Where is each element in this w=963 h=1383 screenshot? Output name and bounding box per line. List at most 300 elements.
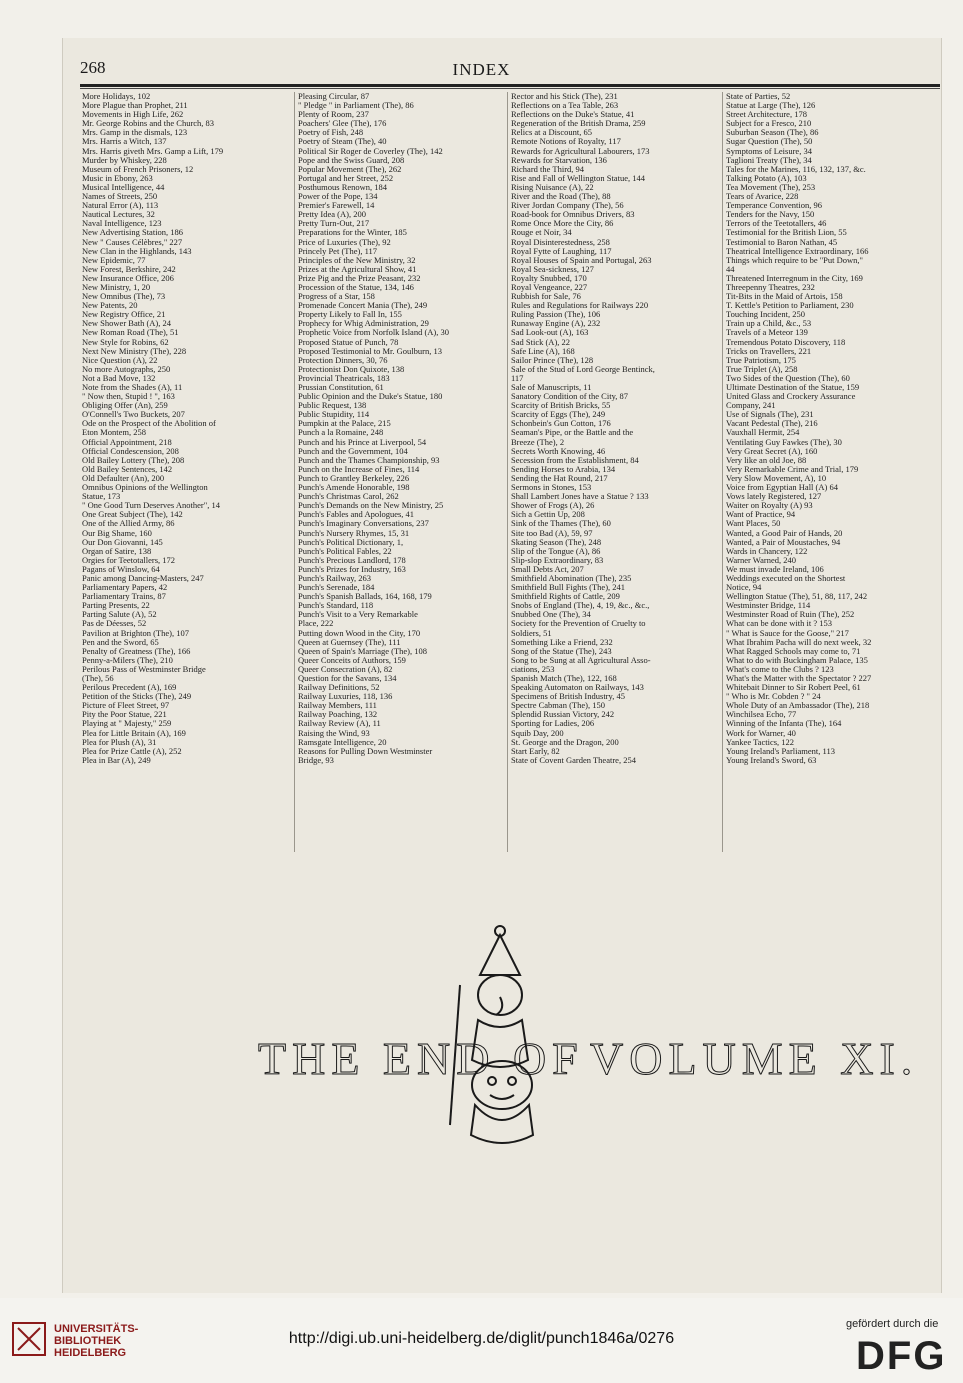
index-column-2: [298, 92, 510, 765]
index-entry: Pumpkin at the Palace, 215: [298, 419, 391, 429]
index-entry: 117: [511, 373, 524, 383]
index-entry: Talking Potato (A), 103: [726, 173, 807, 183]
index-entry: Yankee Tactics, 122: [726, 737, 795, 747]
index-entry: Raising the Wind, 93: [298, 728, 370, 738]
institution-line: HEIDELBERG: [54, 1347, 127, 1359]
index-entry: Preparations for the Winter, 185: [298, 228, 407, 238]
index-entry: Remote Notions of Royalty, 117: [511, 137, 621, 147]
index-entry: Punch's Standard, 118: [298, 601, 374, 611]
index-entry: Queen of Spain's Marriage (The), 108: [298, 646, 427, 656]
index-entry: Punch's Prizes for Industry, 163: [298, 564, 406, 574]
index-entry: New Registry Office, 21: [82, 310, 166, 320]
index-entry: New Insurance Office, 206: [82, 273, 174, 283]
index-entry: Pavilion at Brighton (The), 107: [82, 628, 189, 638]
index-entry: Power of the Pope, 134: [298, 192, 378, 202]
index-entry: Royal Disinterestedness, 258: [511, 237, 610, 247]
index-entry: Punch and the Thames Championship, 93: [298, 455, 440, 465]
index-entry: Provincial Theatricals, 183: [298, 373, 390, 383]
index-entry: Rise and Fall of Wellington Statue, 144: [511, 173, 645, 183]
page-number: 268: [80, 58, 106, 77]
index-entry: Punch's Political Dictionary, 1,: [298, 537, 404, 547]
index-entry: Public Opinion and the Duke's Statue, 180: [298, 392, 443, 402]
index-entry: Queen at Guernsey (The), 111: [298, 637, 401, 647]
index-entry: No more Autographs, 250: [82, 364, 171, 374]
index-entry: Parliamentary Papers, 42: [82, 583, 168, 593]
index-entry: Next New Ministry (The), 228: [82, 346, 187, 356]
index-entry: Public Stupidity, 114: [298, 410, 370, 420]
index-entry: Testimonial for the British Lion, 55: [726, 228, 847, 238]
index-entry: Punch's Railway, 263: [298, 573, 371, 583]
index-entry: Pas de Déesses, 52: [82, 619, 147, 629]
index-entry: (The), 56: [82, 674, 114, 683]
index-entry: Scarcity of Eggs (The), 249: [511, 410, 606, 420]
index-entry: Princely Pet (The), 117: [298, 246, 377, 256]
index-entry: Wards in Chancery, 122: [726, 546, 808, 556]
index-entry: Vows lately Registered, 127: [726, 492, 822, 502]
index-entry: Warner Warned, 240: [726, 555, 796, 565]
index-entry: Subject for a Fresco, 210: [726, 119, 812, 129]
index-entry: Obliging Offer (An), 259: [82, 401, 168, 411]
index-entry: Sermons in Stones, 153: [511, 483, 592, 493]
index-entry: Sanatory Condition of the City, 87: [511, 392, 629, 402]
index-entry: Music in Ebony, 263: [82, 173, 153, 183]
index-entry: Taglioni Treaty (The), 34: [726, 155, 812, 165]
index-entry: Railway Members, 111: [298, 701, 377, 711]
index-entry: Pagans of Winslow, 64: [82, 564, 160, 574]
index-entry: Queer Consecration (A), 82: [298, 664, 393, 674]
index-entry: Rouge et Noir, 34: [511, 228, 572, 238]
index-entry: Pity the Poor Statue, 221: [82, 710, 167, 720]
index-entry: Punch's Amende Honorable, 198: [298, 483, 410, 493]
index-entry: Procession of the Statue, 134, 146: [298, 282, 414, 292]
index-entry: Poetry of Steam (The), 40: [298, 137, 387, 147]
index-entry: State of Covent Garden Theatre, 254: [511, 755, 636, 765]
index-entry: Train up a Child, &c., 53: [726, 319, 812, 329]
index-entry: Sending the Hat Round, 217: [511, 473, 608, 483]
index-entry: Whole Duty of an Ambassador (The), 218: [726, 701, 870, 711]
index-entry: Winchilsea Echo, 77: [726, 710, 797, 720]
index-entry: New " Causes Célèbres," 227: [82, 237, 183, 247]
index-entry: What Ragged Schools may come to, 71: [726, 646, 861, 656]
index-entry: " One Good Turn Deserves Another", 14: [82, 501, 220, 511]
index-entry: Safe Line (A), 168: [511, 346, 575, 356]
index-entry: Railway Luxuries, 118, 136: [298, 692, 393, 702]
index-entry: Two Sides of the Question (The), 60: [726, 373, 850, 383]
index-entry: Very Great Secret (A), 160: [726, 446, 818, 456]
index-entry: New Advertising Station, 186: [82, 228, 184, 238]
index-entry: Sugar Question (The), 50: [726, 137, 813, 147]
index-entry: Breeze (The), 2: [511, 437, 565, 447]
index-entry: Panic among Dancing-Masters, 247: [82, 573, 204, 583]
index-entry: Company, 241: [726, 401, 776, 411]
index-entry: Sale of Manuscripts, 11: [511, 383, 592, 392]
index-entry: Young Ireland's Parliament, 113: [726, 746, 835, 756]
index-entry: Threepenny Theatres, 232: [726, 282, 815, 292]
index-entry: Plea for Prize Cattle (A), 252: [82, 746, 182, 756]
index-entry: Protection Dinners, 30, 76: [298, 355, 388, 365]
index-entry: Punch on the Increase of Fines, 114: [298, 464, 420, 474]
heading-rule-thin: [80, 88, 940, 89]
index-entry: " Now then, Stupid ! ", 163: [82, 392, 175, 402]
index-entry: Winning of the Infanta (The), 164: [726, 719, 842, 729]
index-column-4: [726, 92, 938, 765]
index-entry: Posthumous Renown, 184: [298, 182, 388, 192]
index-entry: Museum of French Prisoners, 12: [82, 164, 194, 174]
index-entry: Rising Nuisance (A), 22: [511, 182, 594, 192]
index-entry: " Pledge " in Parliament (The), 86: [298, 101, 414, 111]
index-entry: Question for the Savans, 134: [298, 674, 397, 683]
index-entry: Sailor Prince (The), 128: [511, 355, 594, 365]
index-entry: Westminster Bridge, 114: [726, 601, 811, 611]
index-entry: Mr. George Robins and the Church, 83: [82, 119, 215, 129]
index-entry: Royal Fytte of Laughing, 117: [511, 246, 612, 256]
index-entry: Waiter on Royalty (A) 93: [726, 501, 813, 511]
funded-by-label: gefördert durch die: [846, 1318, 939, 1330]
index-entry: Very Remarkable Crime and Trial, 179: [726, 464, 859, 474]
index-entry: Royal Vengeance, 227: [511, 282, 588, 292]
index-entry: What to do with Buckingham Palace, 135: [726, 655, 868, 665]
index-entry: Proposed Testimonial to Mr. Goulburn, 13: [298, 346, 442, 356]
index-entry: River Jordan Company (The), 56: [511, 201, 624, 211]
index-entry: New Roman Road (The), 51: [82, 328, 179, 338]
index-entry: Street Architecture, 178: [726, 110, 807, 120]
index-entry: Symptoms of Leisure, 34: [726, 146, 812, 156]
index-entry: Testimonial to Baron Nathan, 45: [726, 237, 838, 247]
index-entry: Reflections on a Tea Table, 263: [511, 101, 619, 111]
index-entry: Promenade Concert Mania (The), 249: [298, 301, 428, 311]
index-entry: New Patents, 20: [82, 301, 138, 311]
index-entry: Sale of the Stud of Lord George Bentinck,: [511, 364, 655, 374]
index-entry: ciations, 253: [511, 664, 555, 674]
index-entry: Playing at " Majesty," 259: [82, 719, 172, 729]
index-entry: Punch's Spanish Ballads, 164, 168, 179: [298, 592, 432, 602]
index-entry: Official Condescension, 208: [82, 446, 179, 456]
index-entry: Eton Montem, 258: [82, 428, 146, 438]
index-entry: Young Ireland's Sword, 63: [726, 755, 817, 765]
index-entry: Nice Question (A), 22: [82, 355, 158, 365]
index-entry: 44: [726, 264, 735, 274]
index-entry: Tit-Bits in the Maid of Artois, 158: [726, 292, 843, 302]
index-entry: Prussian Constitution, 61: [298, 383, 384, 392]
index-entry: Start Early, 82: [511, 746, 560, 756]
index-entry: Royalty Snubbed, 170: [511, 273, 587, 283]
index-entry: Plea in Bar (A), 249: [82, 755, 151, 765]
index-entry: Secession from the Establishment, 84: [511, 455, 639, 465]
index-entry: Rome Once More the City, 86: [511, 219, 614, 229]
index-entry: Statue at Large (The), 126: [726, 101, 816, 111]
index-entry: Smithfield Abomination (The), 235: [511, 573, 632, 583]
index-entry: River and the Road (The), 88: [511, 192, 611, 202]
index-entry: Touching Incident, 250: [726, 310, 805, 320]
index-entry: Not a Bad Move, 132: [82, 373, 156, 383]
end-of-volume-text-right: VOLUME XI.: [590, 1033, 919, 1084]
index-entry: Plenty of Room, 237: [298, 110, 369, 120]
index-entry: Parting Presents, 22: [82, 601, 150, 611]
index-entry: " Who is Mr. Cobden ? " 24: [726, 692, 821, 702]
index-entry: Picture of Fleet Street, 97: [82, 701, 170, 711]
index-entry: Splendid Russian Victory, 242: [511, 710, 615, 720]
index-entry: Sad Look-out (A), 163: [511, 328, 589, 338]
index-entry: Road-book for Omnibus Drivers, 83: [511, 210, 635, 220]
index-entry: Rewards for Starvation, 136: [511, 155, 607, 165]
index-entry: Rules and Regulations for Railways 220: [511, 301, 649, 311]
column-divider: [507, 92, 508, 852]
index-entry: Political Sir Roger de Coverley (The), 142: [298, 146, 443, 156]
index-entry: Natural Error (A), 113: [82, 201, 159, 211]
index-entry: Perilous Pass of Westminster Bridge: [82, 664, 206, 674]
index-entry: Nautical Lectures, 32: [82, 210, 155, 220]
index-entry: Tales for the Marines, 116, 132, 137, &c.: [726, 164, 866, 174]
index-entry: Prophetic Voice from Norfolk Island (A), 30: [298, 328, 450, 338]
index-entry: Slip-slop Extraordinary, 83: [511, 555, 604, 565]
index-entry: Punch and his Prince at Liverpool, 54: [298, 437, 427, 447]
index-entry: Petition of the Sticks (The), 249: [82, 692, 192, 702]
index-entry: Shower of Frogs (A), 26: [511, 501, 595, 511]
index-entry: Schonbein's Gun Cotton, 176: [511, 419, 611, 429]
index-entry: Wellington Statue (The), 51, 88, 117, 242: [726, 592, 868, 602]
index-entry: Song to be Sung at all Agricultural Asso-: [511, 655, 651, 665]
index-entry: " What is Sauce for the Goose," 217: [726, 628, 849, 638]
index-entry: Reflections on the Duke's Statue, 41: [511, 110, 635, 120]
index-entry: Mrs. Gamp in the dismals, 123: [82, 128, 188, 138]
index-entry: Poachers' Glee (The), 176: [298, 119, 387, 129]
index-entry: Tenders for the Navy, 150: [726, 210, 815, 220]
index-entry: Punch's Serenade, 184: [298, 583, 375, 593]
institution-line: UNIVERSITÄTS-: [54, 1323, 139, 1335]
index-entry: Sink of the Thames (The), 60: [511, 519, 611, 529]
index-entry: Ruling Passion (The), 106: [511, 310, 601, 320]
page-heading: INDEX: [452, 60, 511, 79]
index-entry: Use of Signals (The), 231: [726, 410, 814, 420]
index-entry: Royal Sea-sickness, 127: [511, 264, 594, 274]
index-entry: Richard the Third, 94: [511, 164, 585, 174]
index-entry: Punch's Precious Landlord, 178: [298, 555, 406, 565]
index-entry: Sich a Gettin Up, 208: [511, 510, 585, 520]
index-entry: Smithfield Bull Fights (The), 241: [511, 583, 626, 593]
index-entry: Notice, 94: [726, 583, 762, 593]
index-entry: Reasons for Pulling Down Westminster: [298, 746, 433, 756]
index-entry: Official Appointment, 218: [82, 437, 172, 447]
index-entry: What's the Matter with the Spectator ? 227: [726, 674, 872, 683]
index-entry: Place, 222: [298, 619, 334, 629]
source-url-link[interactable]: http://digi.ub.uni-heidelberg.de/diglit/punch1846a/0276: [288, 1330, 675, 1347]
index-entry: Sad Stick (A), 22: [511, 337, 571, 347]
index-entry: Property Likely to Fall In, 155: [298, 310, 402, 320]
index-entry: Westminster Road of Ruin (The), 252: [726, 610, 855, 620]
index-entry: Punch and the Government, 104: [298, 446, 408, 456]
index-entry: Note from the Shades (A), 11: [82, 383, 183, 392]
index-entry: Bridge, 93: [298, 755, 334, 765]
index-entry: Tremendous Potato Discovery, 118: [726, 337, 846, 347]
index-entry: Names of Streets, 250: [82, 192, 158, 202]
index-entry: Pretty Idea (A), 200: [298, 210, 366, 220]
index-entry: Song of the Statue (The), 243: [511, 646, 612, 656]
index-entry: Naval Intelligence, 123: [82, 219, 162, 229]
index-entry: Threatened Interregnum in the City, 169: [726, 273, 863, 283]
index-entry: Protectionist Don Quixote, 138: [298, 364, 405, 374]
index-entry: Penalty of Greatness (The), 166: [82, 646, 191, 656]
index-entry: New Epidemic, 77: [82, 255, 146, 265]
index-entry: Ode on the Prospect of the Abolition of: [82, 419, 216, 429]
index-entry: Rubbish for Sale, 76: [511, 292, 581, 302]
column-divider: [722, 92, 723, 852]
heading-rule: [80, 84, 940, 87]
index-entry: Organ of Satire, 138: [82, 546, 152, 556]
index-entry: Our Don Giovanni, 145: [82, 537, 163, 547]
index-entry: T. Kettle's Petition to Parliament, 230: [726, 301, 854, 311]
dfg-logo: DFG: [856, 1334, 947, 1378]
index-entry: Rewards for Agricultural Labourers, 173: [511, 146, 650, 156]
index-entry: Weddings executed on the Shortest: [726, 573, 846, 583]
index-entry: More Holidays, 102: [82, 92, 151, 101]
index-entry: What can be done with it ? 153: [726, 619, 832, 629]
index-entry: Things which require to be "Put Down,": [726, 255, 864, 265]
index-entry: Punch's Imaginary Conversations, 237: [298, 519, 429, 529]
index-entry: Mrs. Harris a Witch, 137: [82, 137, 167, 147]
index-entry: Proposed Statue of Punch, 78: [298, 337, 399, 347]
column-divider: [294, 92, 295, 852]
index-entry: Ultimate Destination of the Statue, 159: [726, 383, 860, 392]
index-entry: Suburban Season (The), 86: [726, 128, 819, 138]
index-entry: Prophecy for Whig Administration, 29: [298, 319, 429, 329]
index-entry: Temperance Convention, 96: [726, 201, 822, 211]
index-entry: Prize Pig and the Prize Peasant, 232: [298, 273, 421, 283]
index-entry: Orgies for Teetotallers, 172: [82, 555, 176, 565]
index-entry: Scarcity of British Bricks, 55: [511, 401, 611, 411]
index-entry: Railway Review (A), 11: [298, 719, 381, 729]
index-entry: We must invade Ireland, 106: [726, 564, 824, 574]
index-entry: Relics at a Discount, 65: [511, 128, 592, 138]
index-entry: Musical Intelligence, 44: [82, 182, 165, 192]
index-entry: Very like an old Joe, 88: [726, 455, 807, 465]
index-entry: Punch's Fables and Apologues, 41: [298, 510, 415, 520]
index-entry: Old Defaulter (An), 200: [82, 473, 165, 483]
index-entry: Regeneration of the British Drama, 259: [511, 119, 646, 129]
index-entry: Old Bailey Lottery (The), 208: [82, 455, 185, 465]
index-entry: Seaman's Pipe, or the Battle and the: [511, 428, 634, 438]
index-entry: Site too Bad (A), 59, 97: [511, 528, 593, 538]
index-entry: Work for Warner, 40: [726, 728, 796, 738]
index-entry: Soldiers, 51: [511, 628, 552, 638]
index-entry: Mrs. Harris giveth Mrs. Gamp a Lift, 179: [82, 146, 224, 156]
index-entry: Wanted, a Good Pair of Hands, 20: [726, 528, 843, 538]
index-entry: Royal Houses of Spain and Portugal, 263: [511, 255, 652, 265]
index-entry: Popular Movement (The), 262: [298, 164, 402, 174]
index-entry: Tricks on Travellers, 221: [726, 346, 812, 356]
index-entry: State of Parties, 52: [726, 92, 791, 101]
index-entry: Old Bailey Sentences, 142: [82, 464, 173, 474]
index-entry: Poetry of Fish, 248: [298, 128, 364, 138]
index-entry: Movements in High Life, 262: [82, 110, 184, 120]
index-entry: Shall Lambert Jones have a Statue ? 133: [511, 492, 649, 502]
index-entry: Whitebait Dinner to Sir Robert Peel, 61: [726, 683, 861, 693]
index-entry: Terrors of the Teetotallers, 46: [726, 219, 827, 229]
index-entry: Sending Horses to Arabia, 134: [511, 464, 616, 474]
index-entry: Snobs of England (The), 4, 19, &c., &c.,: [511, 601, 650, 611]
index-entry: Smithfield Rights of Cattle, 209: [511, 592, 620, 602]
index-entry: Pretty Turn-Out, 217: [298, 219, 370, 229]
index-entry: Plea for Plush (A), 31: [82, 737, 157, 747]
index-entry: United Glass and Crockery Assurance: [726, 392, 856, 402]
index-entry: Parliamentary Trains, 87: [82, 592, 166, 602]
index-entry: Vauxhall Hermit, 254: [726, 428, 800, 438]
index-entry: Rector and his Stick (The), 231: [511, 92, 618, 101]
index-entry: Snubbed One (The), 34: [511, 610, 591, 620]
index-entry: Progress of a Star, 158: [298, 292, 375, 302]
index-entry: Punch's Visit to a Very Remarkable: [298, 610, 418, 620]
index-entry: Murder by Whiskey, 228: [82, 155, 167, 165]
index-entry: Punch's Demands on the New Ministry, 25: [298, 501, 444, 511]
index-entry: True Patriotism, 175: [726, 355, 796, 365]
end-of-volume-text-left: THE END OF: [258, 1033, 584, 1084]
index-entry: Statue, 173: [82, 492, 121, 502]
index-column-3: [511, 92, 723, 765]
index-entry: Punch to Grantley Berkeley, 226: [298, 473, 410, 483]
index-entry: New Forest, Berkshire, 242: [82, 264, 176, 274]
index-entry: Spectre Cabman (The), 150: [511, 701, 605, 711]
index-entry: Spanish Match (The), 122, 168: [511, 674, 617, 683]
index-entry: Small Debts Act, 207: [511, 564, 584, 574]
index-entry: Tears of Avarice, 228: [726, 192, 799, 202]
index-entry: Travels of a Meteor 139: [726, 328, 808, 338]
index-entry: Sporting for Ladies, 206: [511, 719, 595, 729]
index-entry: What Ibrahim Pacha will do next week, 32: [726, 637, 872, 647]
index-entry: Punch's Christmas Carol, 262: [298, 492, 399, 502]
index-entry: Wanted, a Pair of Moustaches, 94: [726, 537, 841, 547]
index-entry: One of the Allied Army, 86: [82, 519, 175, 529]
index-entry: Premier's Farewell, 14: [298, 201, 375, 211]
index-entry: Tea Movement (The), 253: [726, 182, 816, 192]
index-entry: Portugal and her Street, 252: [298, 173, 394, 183]
index-entry: Pope and the Swiss Guard, 208: [298, 155, 405, 165]
index-entry: Specimens of British Industry, 45: [511, 692, 625, 702]
index-entry: One Great Subject (The), 142: [82, 510, 183, 520]
index-entry: Something Like a Friend, 232: [511, 637, 613, 647]
index-entry: New Omnibus (The), 73: [82, 292, 166, 302]
index-entry: Pleasing Circular, 87: [298, 92, 370, 101]
index-entry: Secrets Worth Knowing, 46: [511, 446, 606, 456]
index-entry: Very Slow Movement, A), 10: [726, 473, 827, 483]
index-entry: New Style for Robins, 62: [82, 337, 169, 347]
index-entry: New Ministry, 1, 20: [82, 282, 151, 292]
index-entry: True Triplet (A), 258: [726, 364, 798, 374]
index-entry: Railway Poaching, 132: [298, 710, 378, 720]
index-entry: Queer Conceits of Authors, 159: [298, 655, 406, 665]
index-column-1: [82, 92, 294, 765]
index-entry: Railway Definitions, 52: [298, 683, 380, 693]
index-entry: More Plague than Prophet, 211: [82, 101, 188, 111]
index-entry: Public Request, 138: [298, 401, 367, 411]
index-entry: Runaway Engine (A), 232: [511, 319, 601, 329]
index-entry: Penny-a-Milers (The), 210: [82, 655, 173, 665]
index-entry: Punch's Political Fables, 22: [298, 546, 392, 556]
index-entry: Want of Practice, 94: [726, 510, 796, 520]
index-entry: Punch's Nursery Rhymes, 15, 31: [298, 528, 410, 538]
index-entry: Punch a la Romaine, 248: [298, 428, 384, 438]
index-entry: Prizes at the Agricultural Show, 41: [298, 264, 417, 274]
index-entry: Parting Salute (A), 52: [82, 610, 157, 620]
index-entry: Principles of the New Ministry, 32: [298, 255, 416, 265]
index-entry: Price of Luxuries (The), 92: [298, 237, 391, 247]
index-entry: Ventilating Guy Fawkes (The), 30: [726, 437, 842, 447]
index-entry: Omnibus Opinions of the Wellington: [82, 483, 208, 493]
index-entry: New Shower Bath (A), 24: [82, 319, 171, 329]
index-entry: Vacant Pedestal (The), 216: [726, 419, 818, 429]
index-entry: Ramsgate Intelligence, 20: [298, 737, 387, 747]
index-entry: Pen and the Sword, 65: [82, 637, 159, 647]
index-entry: O'Connell's Two Buckets, 207: [82, 410, 185, 420]
index-entry: Squib Day, 200: [511, 728, 564, 738]
